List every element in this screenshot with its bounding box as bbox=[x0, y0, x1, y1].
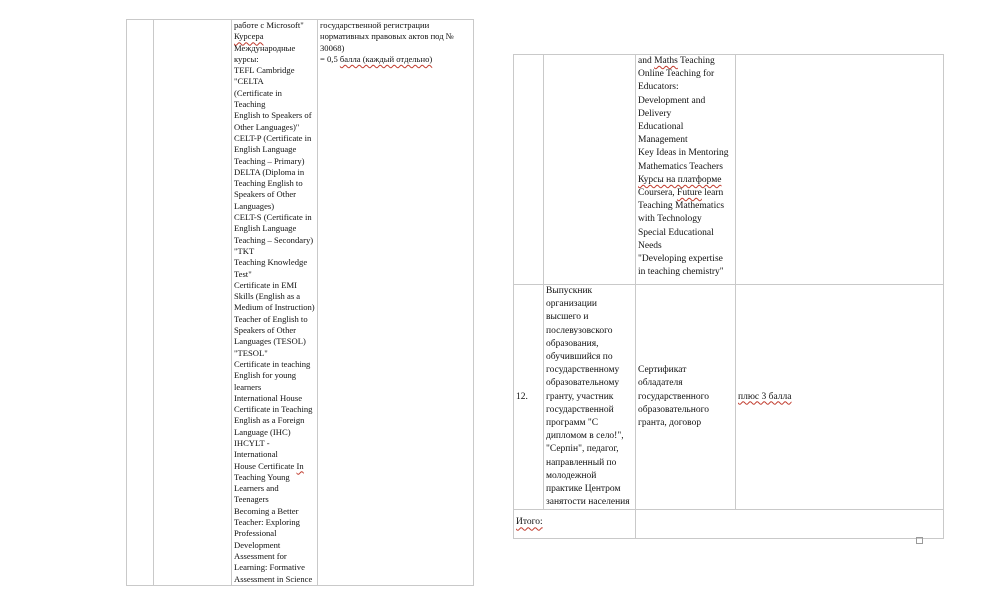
description-cell bbox=[544, 285, 636, 510]
cont-c-text: Teaching bbox=[677, 56, 715, 66]
courses-top-text: работе с Microsoft" bbox=[234, 20, 304, 30]
table-row bbox=[514, 510, 944, 539]
maths-text: Maths bbox=[654, 56, 678, 66]
table-row bbox=[514, 55, 944, 285]
score-value-text: = 0,5 bbox=[320, 53, 340, 64]
row-number-cell bbox=[514, 285, 544, 510]
score-cell bbox=[736, 55, 944, 285]
total-label-cell bbox=[514, 510, 636, 539]
table-resize-handle[interactable] bbox=[916, 537, 923, 544]
ihcylt-spell-text: In bbox=[296, 460, 304, 471]
ihcylt-mid-text: House Certificate bbox=[234, 460, 297, 471]
platform-text: Курсы на платформе bbox=[638, 174, 722, 185]
points-cell bbox=[736, 285, 944, 510]
score-cell bbox=[318, 20, 474, 586]
row-number: 12. bbox=[516, 391, 528, 402]
document-cell bbox=[636, 285, 736, 510]
total-label: Итого: bbox=[516, 517, 543, 528]
score-note-text: балла (каждый отдельно) bbox=[339, 53, 433, 64]
number-cell bbox=[127, 20, 154, 586]
courses-cell bbox=[232, 20, 318, 586]
registration-text: государственной регистрации нормативных правовых актов под № 30068) bbox=[320, 20, 454, 53]
table-row bbox=[514, 285, 944, 510]
future-text: Future bbox=[677, 188, 702, 199]
courses-main-text: Международные курсы: TEFL Cambridge "CELTA (Certificate in Teaching English to Speakers of Other Languages)" CELT-P (Certificate in English Language Teaching – Primary) DELTA (Diploma in Teaching English to Speakers of Other Languages) CELT-S (Certificate in English Language Teaching – Secondary) "TKT Teaching Knowledge Test" Certificate in EMI Skills (English as a Medium of Instruction) Teacher of English to Speakers of Other Languages (TESOL) "TESOL" Certificate in teaching English for young learners International House Certificate in Teaching English as a Foreign Language (IHC) bbox=[234, 42, 315, 437]
right-page-table bbox=[513, 54, 944, 539]
courses-cont-text: Online Teaching for Educators: Development and Delivery Educational Management Key Ideas in Mentoring Mathematics Teachers bbox=[638, 69, 729, 172]
number-cell bbox=[514, 55, 544, 285]
cf-a-text: Coursera, bbox=[638, 188, 678, 199]
row12-description: Выпускник организации высшего и послевузовского образования, обучившийся по государственному образовательному гранту, участник государственной программ "С дипломом в село!", "Серпін", педагог, направленный по молодежной практике Центром занятости населения bbox=[546, 286, 630, 508]
category-cell bbox=[544, 55, 636, 285]
row12-score: плюс 3 балла bbox=[738, 391, 792, 402]
left-page-table bbox=[126, 19, 474, 586]
total-value-cell bbox=[636, 510, 944, 539]
coursera-text: Курсера bbox=[234, 31, 264, 42]
courses-cell bbox=[636, 55, 736, 285]
cf-c-text: learn bbox=[701, 188, 724, 199]
category-cell bbox=[154, 20, 232, 586]
cont-a-text: and bbox=[638, 56, 655, 66]
table-row bbox=[127, 20, 474, 586]
courses-end-text: Teaching Young Learners and Teenagers Becoming a Better Teacher: Exploring Professional Development Assessment for Learning: Formative Assessment in Science bbox=[234, 471, 313, 584]
ihcylt-pre-text: IHCYLT - International bbox=[234, 437, 278, 460]
row12-document: Сертификат обладателя государственного образовательного гранта, договор bbox=[638, 365, 710, 429]
courses-cont2-text: Teaching Mathematics with Technology Special Educational Needs "Developing expertise in teaching chemistry" bbox=[638, 201, 725, 278]
